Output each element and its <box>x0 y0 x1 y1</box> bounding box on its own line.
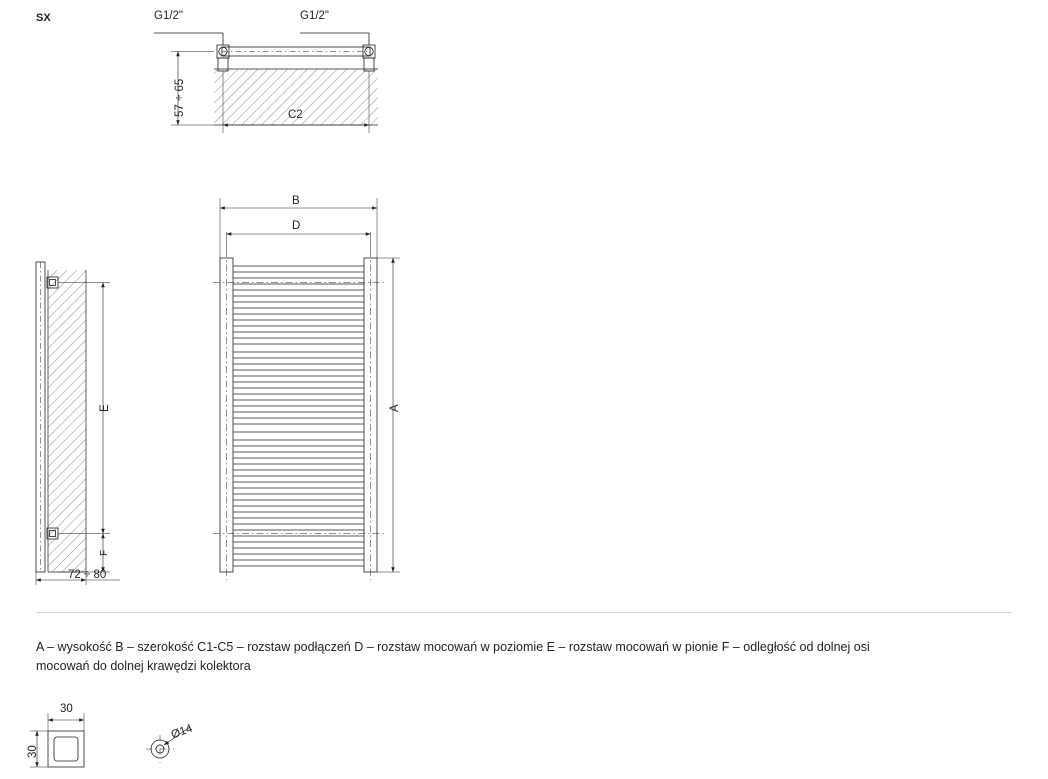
connection-label-right: G1/2" <box>300 10 330 22</box>
detail-height-dimension: 30 <box>27 745 39 758</box>
dimension-a: A <box>389 404 401 412</box>
hole-diameter-label: Ø14 <box>169 722 195 742</box>
detail-width-dimension: 30 <box>60 703 73 715</box>
side-view-group <box>36 262 120 585</box>
legend-line-2: mocowań do dolnej krawędzi kolektora <box>36 659 251 674</box>
wall-gap-dimension: 57 ÷ 65 <box>174 78 186 117</box>
depth-dimension: 72 ÷ 80 <box>68 569 107 581</box>
top-view-group <box>154 33 378 133</box>
detail-square-profile <box>27 713 84 767</box>
dimension-c2: C2 <box>288 109 303 121</box>
connection-label-left: G1/2" <box>154 10 184 22</box>
dimension-d: D <box>292 220 301 232</box>
dimension-e: E <box>99 404 111 412</box>
legend-separator <box>36 612 1012 613</box>
dimension-b: B <box>292 195 300 207</box>
drawing-title: SX <box>36 12 51 24</box>
dimension-f: F <box>99 549 110 556</box>
legend-block <box>36 638 996 677</box>
front-view-group <box>213 195 400 580</box>
legend-line-1: A – wysokość B – szerokość C1-C5 – rozstaw podłączeń D – rozstaw mocowań w poziomie E – rozstaw mocowań w pionie F – odległość od dolnej osi <box>36 640 870 654</box>
